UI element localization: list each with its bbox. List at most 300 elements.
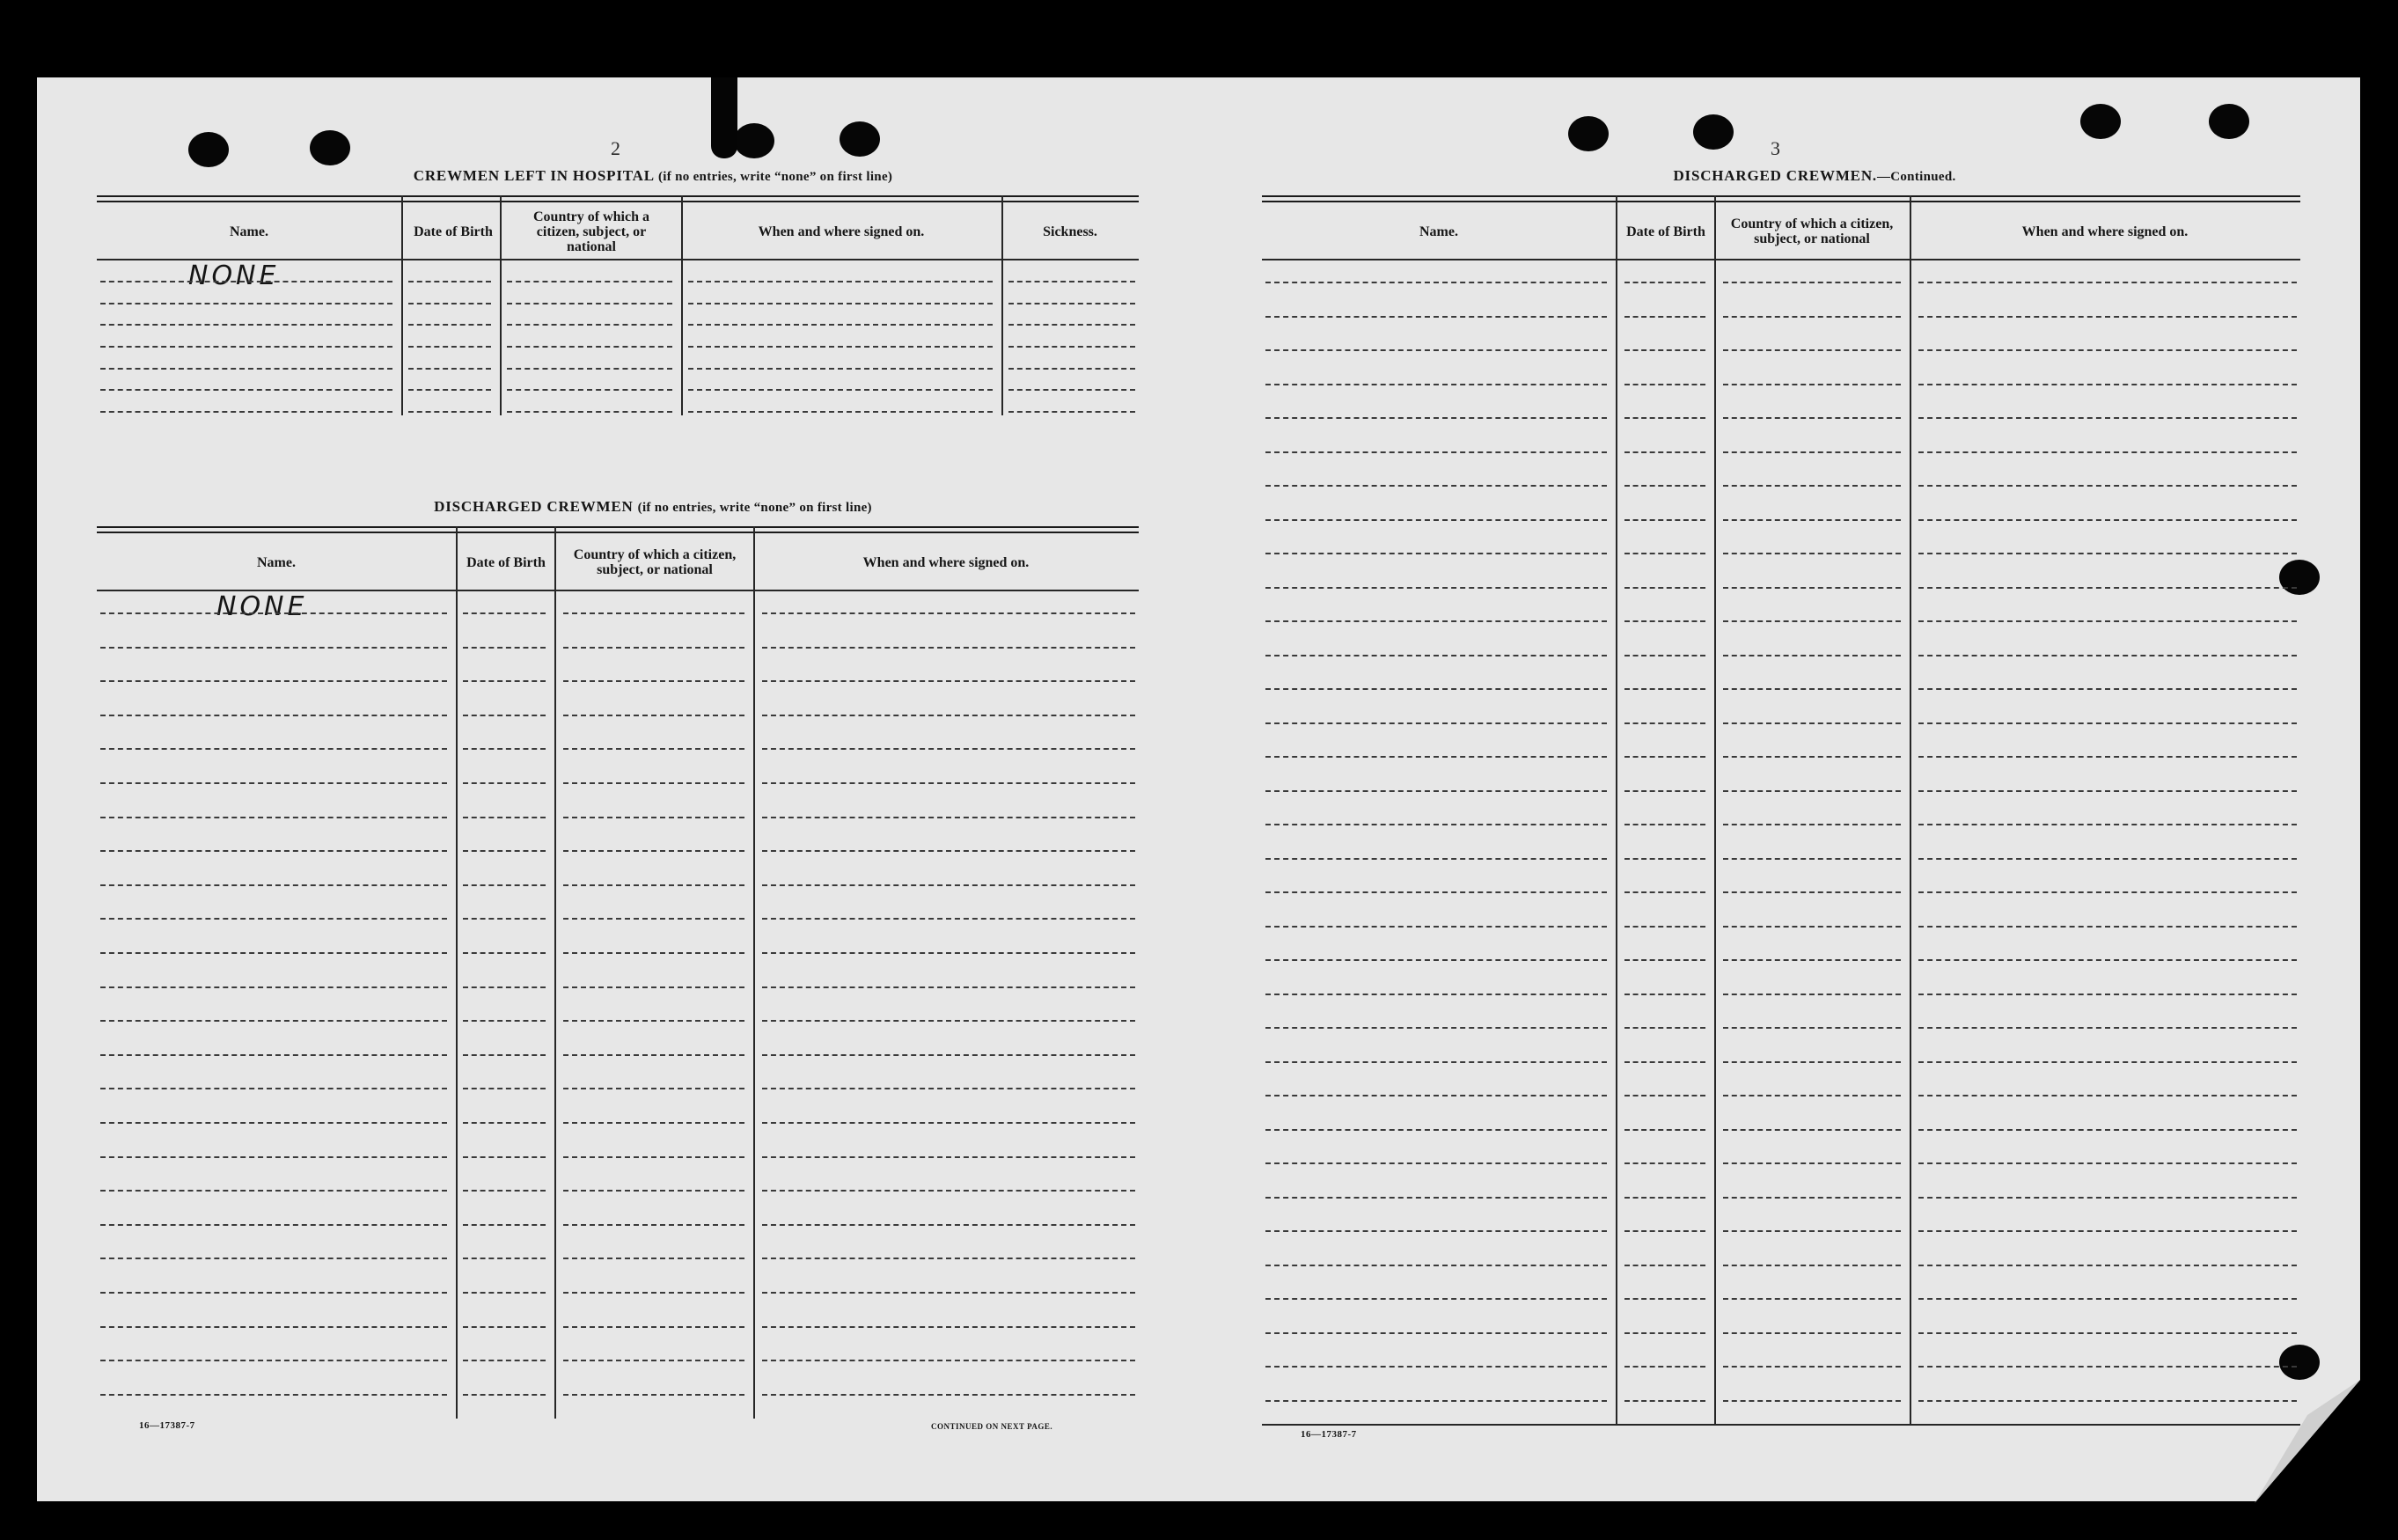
ruled-line: [100, 715, 447, 716]
ruled-line: [1008, 389, 1135, 391]
ruled-line: [1265, 1230, 1607, 1232]
ruled-line: [463, 1360, 546, 1361]
discharged-section-title: [301, 498, 1005, 516]
ruled-line: [762, 884, 1135, 886]
ruled-line: [563, 1088, 744, 1089]
ruled-line: [1723, 722, 1901, 724]
ruled-line: [563, 884, 744, 886]
ruled-line: [762, 1360, 1135, 1361]
column-header: Sickness.: [1043, 224, 1097, 239]
ruled-line: [1265, 1366, 1607, 1368]
ruled-line: [1723, 1230, 1901, 1232]
ruled-line: [1624, 451, 1705, 453]
ruled-line: [463, 1224, 546, 1226]
ruled-line: [1008, 368, 1135, 370]
ruled-line: [762, 918, 1135, 920]
discharged-title-text: DISCHARGED CREWMEN: [434, 498, 634, 515]
ruled-line: [762, 748, 1135, 750]
ruled-line: [563, 952, 744, 954]
ruled-line: [1265, 485, 1607, 487]
ruled-line: [1265, 688, 1607, 690]
ruled-line: [1624, 891, 1705, 893]
ruled-line: [1723, 959, 1901, 961]
ruled-line: [1265, 1265, 1607, 1266]
ruled-line: [1723, 1366, 1901, 1368]
ruled-line: [1624, 722, 1705, 724]
column-header: When and where signed on.: [862, 554, 1030, 570]
ruled-line: [563, 1054, 744, 1056]
punch-hole: [188, 132, 229, 167]
ruled-line: [408, 368, 491, 370]
ruled-line: [100, 817, 447, 818]
ruled-line: [688, 346, 993, 348]
handwritten-entry: NONE: [188, 260, 280, 291]
ruled-line: [100, 1122, 447, 1124]
ruled-line: [1265, 891, 1607, 893]
ruled-line: [1918, 994, 2297, 995]
punch-hole: [1568, 116, 1609, 151]
ruled-line: [507, 368, 672, 370]
hospital-section-title: [301, 167, 1005, 185]
ruled-line: [1624, 790, 1705, 792]
column-header: Name.: [257, 554, 296, 570]
ruled-line: [762, 850, 1135, 852]
ruled-line: [1723, 1265, 1901, 1266]
ruled-line: [563, 1326, 744, 1328]
ruled-line: [1918, 316, 2297, 318]
ruled-line: [1265, 417, 1607, 419]
ruled-line: [1624, 282, 1705, 283]
ruled-line: [1265, 620, 1607, 622]
ruled-line: [762, 1190, 1135, 1192]
ruled-line: [1624, 485, 1705, 487]
ruled-line: [1624, 1027, 1705, 1029]
ruled-line: [1723, 824, 1901, 825]
ruled-line: [100, 346, 392, 348]
ruled-line: [1008, 303, 1135, 304]
ruled-line: [100, 411, 392, 413]
ruled-line: [1918, 1366, 2297, 1368]
ruled-line: [463, 884, 546, 886]
column-header: Date of Birth: [466, 554, 546, 570]
ruled-line: [463, 1088, 546, 1089]
document-sheet: [37, 77, 2360, 1501]
column-header: When and where signed on.: [2021, 224, 2189, 239]
ruled-line: [762, 1292, 1135, 1294]
ruled-line: [100, 1156, 447, 1158]
discharged-table-left: [97, 526, 1139, 1419]
ruled-line: [1918, 1230, 2297, 1232]
column-header: Date of Birth: [1626, 224, 1705, 239]
ruled-line: [1723, 688, 1901, 690]
ruled-line: [100, 389, 392, 391]
ruled-line: [507, 281, 672, 282]
ruled-line: [1265, 1027, 1607, 1029]
ruled-line: [463, 612, 546, 614]
ruled-line: [1624, 1129, 1705, 1131]
ruled-line: [507, 346, 672, 348]
ruled-line: [1918, 1162, 2297, 1164]
ruled-line: [1624, 1332, 1705, 1334]
ruled-line: [762, 715, 1135, 716]
ruled-line: [1624, 824, 1705, 825]
ruled-line: [1723, 756, 1901, 758]
ruled-line: [1265, 282, 1607, 283]
ruled-line: [463, 1394, 546, 1396]
ruled-line: [688, 411, 993, 413]
ruled-line: [563, 1020, 744, 1022]
ruled-line: [1265, 519, 1607, 521]
ruled-line: [1624, 1400, 1705, 1402]
ruled-line: [507, 303, 672, 304]
ruled-line: [100, 1224, 447, 1226]
right-title-text: DISCHARGED CREWMEN.: [1673, 167, 1877, 184]
punch-hole: [734, 123, 774, 158]
discharged-title-instruction: (if no entries, write “none” on first line): [637, 501, 872, 515]
ruled-line: [1918, 722, 2297, 724]
ruled-line: [1624, 349, 1705, 351]
ruled-line: [1265, 1400, 1607, 1402]
ruled-line: [100, 1326, 447, 1328]
ruled-line: [1265, 824, 1607, 825]
ruled-line: [1723, 891, 1901, 893]
ruled-line: [463, 1020, 546, 1022]
ruled-line: [1008, 281, 1135, 282]
ruled-line: [1918, 655, 2297, 656]
ruled-line: [1624, 1230, 1705, 1232]
ruled-line: [100, 1088, 447, 1089]
ruled-line: [463, 952, 546, 954]
ruled-line: [100, 281, 392, 282]
ruled-line: [762, 952, 1135, 954]
ruled-line: [1624, 688, 1705, 690]
ruled-line: [408, 411, 491, 413]
ruled-line: [762, 612, 1135, 614]
ruled-line: [408, 324, 491, 326]
ruled-line: [762, 1258, 1135, 1259]
ruled-line: [1723, 858, 1901, 860]
ruled-line: [463, 1156, 546, 1158]
ruled-line: [408, 346, 491, 348]
ruled-line: [463, 850, 546, 852]
ruled-line: [1723, 553, 1901, 554]
ruled-line: [1918, 891, 2297, 893]
ruled-line: [1723, 519, 1901, 521]
ruled-line: [563, 782, 744, 784]
punch-hole: [2209, 104, 2249, 139]
ruled-line: [1624, 1298, 1705, 1300]
ruled-line: [463, 782, 546, 784]
ruled-line: [408, 389, 491, 391]
ruled-line: [1723, 790, 1901, 792]
ruled-line: [563, 1292, 744, 1294]
ruled-line: [463, 1326, 546, 1328]
ruled-line: [1265, 1162, 1607, 1164]
ruled-line: [1918, 1332, 2297, 1334]
ruled-line: [100, 918, 447, 920]
right-section-title: [1603, 167, 2026, 185]
ruled-line: [688, 281, 993, 282]
ruled-line: [1265, 926, 1607, 928]
ruled-line: [1918, 688, 2297, 690]
ruled-line: [563, 1224, 744, 1226]
ruled-line: [762, 1020, 1135, 1022]
ruled-line: [1723, 1129, 1901, 1131]
column-header: Name.: [230, 224, 268, 239]
ruled-line: [1624, 316, 1705, 318]
ruled-line: [100, 782, 447, 784]
ruled-line: [1723, 417, 1901, 419]
ruled-line: [1624, 655, 1705, 656]
ruled-line: [1265, 553, 1607, 554]
ruled-line: [100, 850, 447, 852]
ruled-line: [1265, 1095, 1607, 1096]
ruled-line: [100, 748, 447, 750]
ruled-line: [762, 1326, 1135, 1328]
ruled-line: [1265, 858, 1607, 860]
ruled-line: [100, 303, 392, 304]
ruled-line: [1624, 587, 1705, 589]
hospital-table: [97, 195, 1139, 415]
ruled-line: [762, 1156, 1135, 1158]
column-header: Country of which a citizen, subject, or national: [532, 209, 649, 254]
ruled-line: [463, 1054, 546, 1056]
ruled-line: [1918, 1061, 2297, 1063]
ruled-line: [762, 986, 1135, 988]
ruled-line: [1723, 655, 1901, 656]
ruled-line: [100, 680, 447, 682]
column-header: Country of which a citizen, subject, or national: [1730, 216, 1894, 246]
ruled-line: [762, 1224, 1135, 1226]
folded-corner: [2255, 1380, 2360, 1503]
ruled-line: [463, 1122, 546, 1124]
continued-note: CONTINUED ON NEXT PAGE.: [931, 1422, 1053, 1431]
ruled-line: [1723, 1095, 1901, 1096]
ruled-line: [762, 1088, 1135, 1089]
ruled-line: [408, 303, 491, 304]
ruled-line: [1723, 1197, 1901, 1199]
ruled-line: [507, 389, 672, 391]
hospital-title-instruction: (if no entries, write “none” on first line): [658, 170, 893, 184]
column-header: Name.: [1419, 224, 1458, 239]
punch-hole: [2080, 104, 2121, 139]
ruled-line: [1918, 756, 2297, 758]
ruled-line: [1624, 994, 1705, 995]
ruled-line: [1918, 790, 2297, 792]
ruled-line: [1265, 349, 1607, 351]
ruled-line: [1918, 926, 2297, 928]
ruled-line: [563, 1122, 744, 1124]
torn-edge: [711, 77, 737, 158]
ruled-line: [563, 748, 744, 750]
ruled-line: [563, 817, 744, 818]
ruled-line: [762, 1394, 1135, 1396]
ruled-line: [688, 389, 993, 391]
ruled-line: [463, 680, 546, 682]
ruled-line: [463, 647, 546, 649]
ruled-line: [563, 715, 744, 716]
discharged-table-right: [1262, 195, 2300, 1424]
ruled-line: [1918, 1129, 2297, 1131]
ruled-line: [1723, 1061, 1901, 1063]
ruled-line: [1624, 1061, 1705, 1063]
ruled-line: [1265, 994, 1607, 995]
ruled-line: [1918, 1400, 2297, 1402]
ruled-line: [1918, 451, 2297, 453]
punch-hole: [1693, 114, 1734, 150]
ruled-line: [1624, 858, 1705, 860]
ruled-line: [463, 715, 546, 716]
ruled-line: [1624, 1265, 1705, 1266]
ruled-line: [463, 918, 546, 920]
ruled-line: [563, 612, 744, 614]
ruled-line: [1723, 485, 1901, 487]
ruled-line: [1265, 756, 1607, 758]
handwritten-entry: NONE: [216, 591, 308, 622]
page-number-left: 2: [611, 137, 620, 159]
ruled-line: [100, 1292, 447, 1294]
ruled-line: [1918, 553, 2297, 554]
ruled-line: [1624, 519, 1705, 521]
ruled-line: [563, 986, 744, 988]
ruled-line: [1265, 1129, 1607, 1131]
ruled-line: [762, 1122, 1135, 1124]
ruled-line: [463, 748, 546, 750]
ruled-line: [1624, 384, 1705, 385]
page-number-right: 3: [1771, 137, 1780, 159]
ruled-line: [1918, 1197, 2297, 1199]
ruled-line: [1918, 1298, 2297, 1300]
ruled-line: [1723, 994, 1901, 995]
ruled-line: [1265, 1197, 1607, 1199]
punch-hole: [840, 121, 880, 157]
form-number-right: 16—17387-7: [1301, 1429, 1357, 1440]
ruled-line: [1723, 282, 1901, 283]
ruled-line: [100, 324, 392, 326]
ruled-line: [1918, 485, 2297, 487]
ruled-line: [563, 1360, 744, 1361]
ruled-line: [1624, 756, 1705, 758]
ruled-line: [100, 612, 447, 614]
ruled-line: [1918, 282, 2297, 283]
ruled-line: [100, 368, 392, 370]
ruled-line: [1723, 316, 1901, 318]
ruled-line: [1265, 1298, 1607, 1300]
form-number-left: 16—17387-7: [139, 1420, 195, 1431]
ruled-line: [1265, 790, 1607, 792]
ruled-line: [1918, 858, 2297, 860]
ruled-line: [1918, 620, 2297, 622]
column-header: When and where signed on.: [758, 224, 925, 239]
ruled-line: [762, 680, 1135, 682]
ruled-line: [1723, 384, 1901, 385]
ruled-line: [1265, 655, 1607, 656]
ruled-line: [563, 850, 744, 852]
ruled-line: [762, 1054, 1135, 1056]
ruled-line: [1265, 722, 1607, 724]
ruled-line: [1918, 959, 2297, 961]
ruled-line: [1624, 926, 1705, 928]
ruled-line: [1723, 1298, 1901, 1300]
ruled-line: [463, 1190, 546, 1192]
ruled-line: [688, 324, 993, 326]
ruled-line: [1918, 587, 2297, 589]
ruled-line: [1918, 417, 2297, 419]
ruled-line: [563, 680, 744, 682]
ruled-line: [1918, 1095, 2297, 1096]
ruled-line: [507, 411, 672, 413]
ruled-line: [463, 1292, 546, 1294]
column-header: Country of which a citizen, subject, or national: [573, 547, 737, 577]
ruled-line: [1624, 1162, 1705, 1164]
column-header: Date of Birth: [414, 224, 493, 239]
ruled-line: [1008, 324, 1135, 326]
ruled-line: [463, 817, 546, 818]
ruled-line: [507, 324, 672, 326]
ruled-line: [1723, 451, 1901, 453]
ruled-line: [563, 1258, 744, 1259]
ruled-line: [100, 1190, 447, 1192]
ruled-line: [1723, 1400, 1901, 1402]
ruled-line: [563, 1190, 744, 1192]
ruled-line: [1265, 384, 1607, 385]
ruled-line: [762, 782, 1135, 784]
ruled-line: [1008, 411, 1135, 413]
ruled-line: [1265, 451, 1607, 453]
ruled-line: [1624, 959, 1705, 961]
ruled-line: [100, 952, 447, 954]
punch-hole: [310, 130, 350, 165]
ruled-line: [100, 647, 447, 649]
ruled-line: [100, 986, 447, 988]
ruled-line: [762, 817, 1135, 818]
ruled-line: [563, 1394, 744, 1396]
ruled-line: [100, 884, 447, 886]
ruled-line: [1918, 349, 2297, 351]
ruled-line: [762, 647, 1135, 649]
ruled-line: [688, 303, 993, 304]
ruled-line: [1723, 1162, 1901, 1164]
ruled-line: [100, 1054, 447, 1056]
ruled-line: [563, 1156, 744, 1158]
ruled-line: [1723, 587, 1901, 589]
ruled-line: [1265, 1332, 1607, 1334]
ruled-line: [1624, 1095, 1705, 1096]
ruled-line: [100, 1020, 447, 1022]
ruled-line: [1918, 384, 2297, 385]
ruled-line: [1008, 346, 1135, 348]
ruled-line: [1723, 620, 1901, 622]
ruled-line: [1624, 553, 1705, 554]
ruled-line: [1918, 824, 2297, 825]
ruled-line: [463, 1258, 546, 1259]
ruled-line: [1265, 959, 1607, 961]
ruled-line: [563, 918, 744, 920]
ruled-line: [463, 986, 546, 988]
ruled-line: [1624, 417, 1705, 419]
ruled-line: [1723, 926, 1901, 928]
right-title-continued: —Continued.: [1876, 170, 1956, 184]
ruled-line: [1723, 1027, 1901, 1029]
ruled-line: [100, 1394, 447, 1396]
ruled-line: [100, 1360, 447, 1361]
ruled-line: [1918, 1027, 2297, 1029]
ruled-line: [1265, 587, 1607, 589]
ruled-line: [1723, 349, 1901, 351]
ruled-line: [100, 1258, 447, 1259]
ruled-line: [563, 647, 744, 649]
ruled-line: [688, 368, 993, 370]
